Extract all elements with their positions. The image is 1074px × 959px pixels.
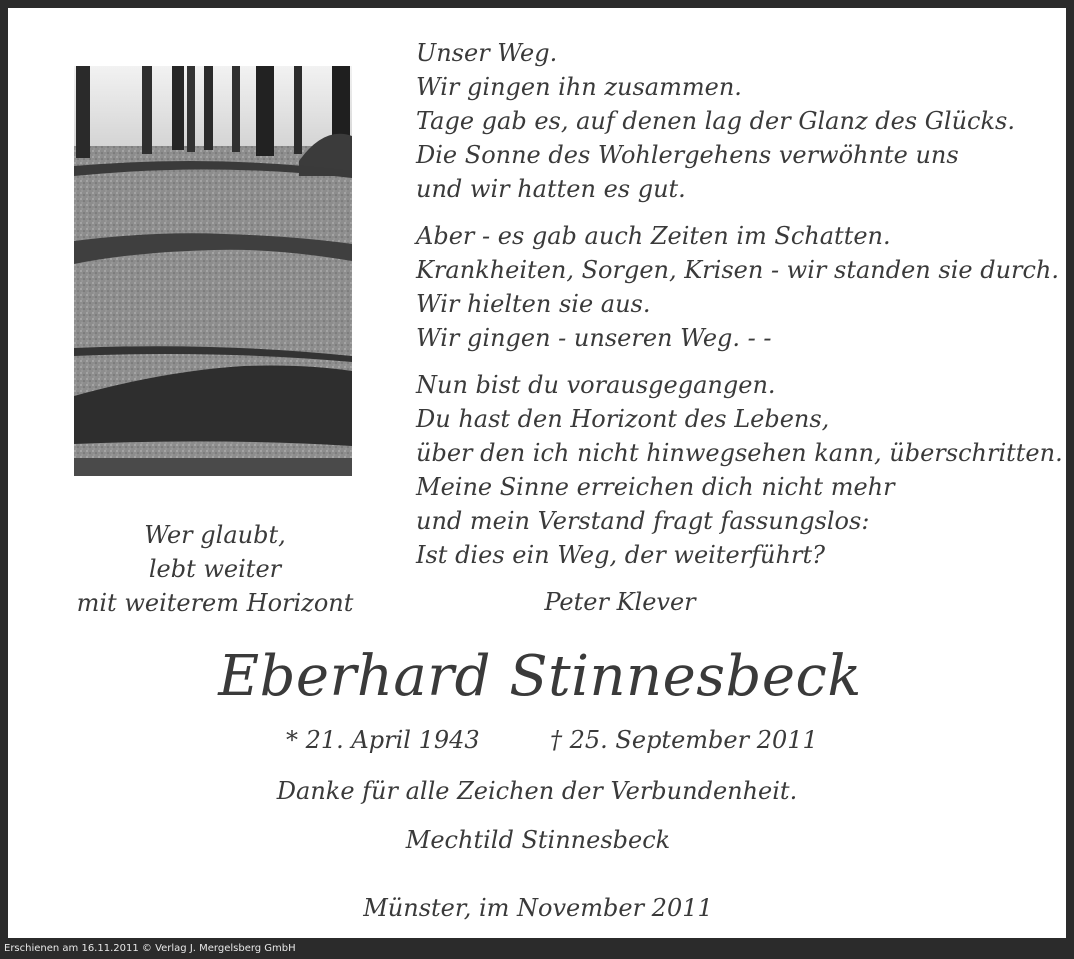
poem-line: Wir hielten sie aus.	[416, 290, 651, 318]
poem-line: Du hast den Horizont des Lebens,	[416, 405, 830, 433]
poem-line: Wir gingen - unseren Weg. - -	[416, 324, 772, 352]
poem-line: über den ich nicht hinwegsehen kann, überschritten.	[416, 439, 1063, 467]
poem-stanza	[416, 36, 1036, 206]
poem-line: Meine Sinne erreichen dich nicht mehr	[416, 473, 895, 501]
forest-path-photo	[74, 66, 352, 476]
poem-line: Unser Weg.	[416, 39, 558, 67]
poem-line: Wir gingen ihn zusammen.	[416, 73, 742, 101]
publication-footer: Erschienen am 16.11.2011 © Verlag J. Mergelsberg GmbH	[4, 943, 296, 954]
poem-line: Die Sonne des Wohlergehens verwöhnte uns	[416, 141, 959, 169]
poem-line: Tage gab es, auf denen lag der Glanz des Glücks.	[416, 107, 1015, 135]
motto-line: lebt weiter	[148, 555, 282, 583]
death-date: † 25. September 2011	[550, 726, 818, 754]
thanks-line: Danke für alle Zeichen der Verbundenheit.	[276, 777, 798, 805]
poem-line: und wir hatten es gut.	[416, 175, 686, 203]
motto-line: Wer glaubt,	[144, 521, 286, 549]
poem-line: Nun bist du vorausgegangen.	[416, 371, 776, 399]
poem	[416, 36, 1063, 585]
motto	[60, 518, 370, 620]
signed-by: Mechtild Stinnesbeck	[405, 826, 671, 854]
poem-line: Krankheiten, Sorgen, Krisen - wir standen sie durch.	[416, 256, 1060, 284]
poem-line: Aber - es gab auch Zeiten im Schatten.	[416, 222, 891, 250]
deceased-name: Eberhard Stinnesbeck	[218, 644, 862, 709]
poem-stanza	[416, 219, 1060, 355]
poem-author: Peter Klever	[544, 588, 696, 616]
poem-line: Ist dies ein Weg, der weiterführt?	[416, 541, 825, 569]
poem-stanza	[416, 368, 1063, 572]
forest-path-illustration	[74, 66, 352, 476]
motto-line: mit weiterem Horizont	[76, 589, 354, 617]
birth-date: * 21. April 1943	[286, 726, 480, 754]
poem-line: und mein Verstand fragt fassungslos:	[416, 507, 870, 535]
place-date: Münster, im November 2011	[363, 894, 713, 922]
